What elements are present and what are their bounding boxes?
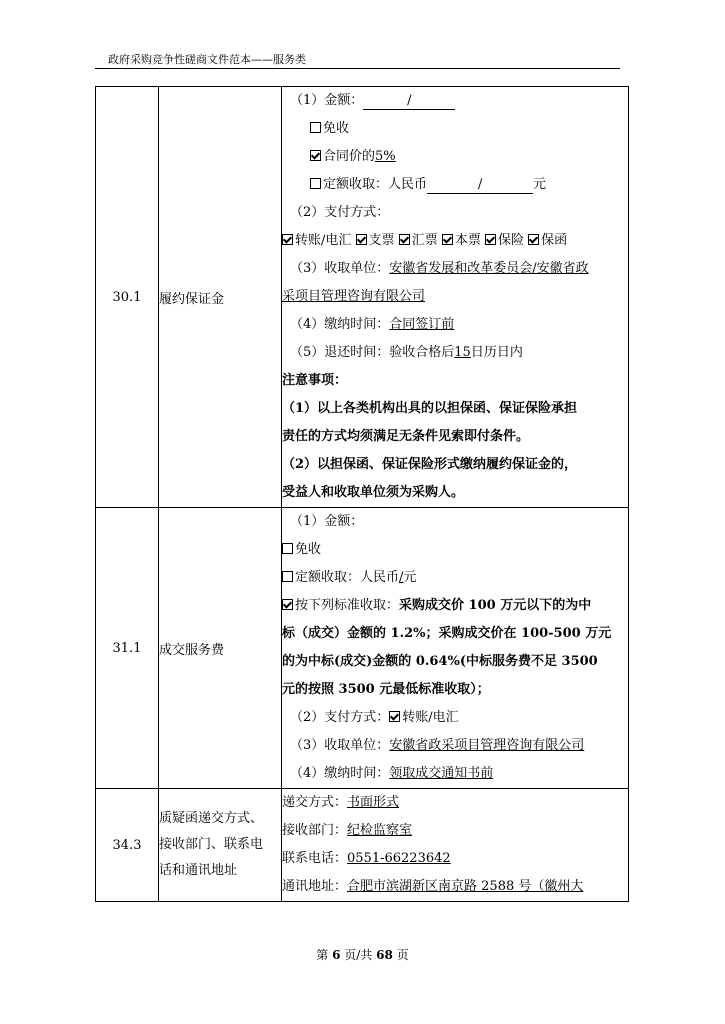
time-line (282, 760, 628, 788)
clause-item (159, 789, 282, 902)
option-exempt (282, 115, 628, 143)
receiver-label: （3）收取单位： (290, 261, 390, 276)
refund-days: 15 (454, 345, 471, 360)
option-label: 免收 (295, 542, 322, 557)
submit-label: 递交方式： (282, 795, 348, 810)
page-header: 政府采购竞争性磋商文件范本——服务类 (108, 53, 306, 66)
amount-line: （1）金额： (290, 514, 364, 529)
pay-method-transfer: 转账/电汇 (402, 710, 459, 725)
clause-item: 履约保证金 (159, 87, 282, 508)
page-number: 6 (332, 948, 341, 962)
option-label: 定额收取：人民币 (295, 570, 400, 585)
address-label: 通讯地址： (282, 879, 348, 894)
clause-content (282, 508, 629, 789)
unit-label: 元 (533, 177, 547, 192)
receiver-line (282, 732, 628, 760)
refund-line (282, 339, 628, 367)
pay-label: （2）支付方式： (290, 710, 390, 725)
notice-2-cont: 受益人和收取单位须为采购人。 (282, 485, 465, 500)
unit-label: 元 (403, 570, 417, 585)
checkbox-checked-icon (282, 599, 293, 610)
footer-suffix: 页 (396, 948, 409, 962)
receiver-label: （3）收取单位： (290, 738, 390, 753)
checkbox-checked-icon (528, 234, 539, 245)
checkbox-unchecked-icon (310, 122, 321, 133)
address-line (282, 873, 628, 901)
receiver-value-cont: 采项目管理咨询有限公司 (282, 289, 426, 304)
page-footer (0, 946, 725, 963)
amount-label: （1）金额： (290, 93, 364, 108)
checkbox-checked-icon (485, 234, 496, 245)
table-row (96, 508, 629, 789)
table-row (96, 87, 629, 508)
time-line (282, 311, 628, 339)
pay-method-check: 支票 (368, 233, 395, 248)
time-value: 合同签订前 (389, 317, 455, 332)
pay-methods-line (282, 227, 628, 255)
clause-item: 成交服务费 (159, 508, 282, 789)
refund-label: （5）退还时间：验收合格后 (290, 345, 455, 360)
option-label: 免收 (323, 121, 350, 136)
address-value: 合肥市滨湖新区南京路 2588 号（徽州大 (347, 879, 584, 894)
standard-text-3: 的为中标(成交)金额的 0.64%(中标服务费不足 3500 (282, 654, 598, 669)
pay-method-insurance: 保险 (498, 233, 525, 248)
checkbox-unchecked-icon (282, 543, 293, 554)
checkbox-checked-icon (389, 711, 400, 722)
notice-1: （1）以上各类机构出具的以担保函、保证保险承担 (282, 401, 578, 416)
pay-method-guarantee: 保函 (541, 233, 568, 248)
checkbox-unchecked-icon (282, 571, 293, 582)
dept-line (282, 817, 628, 845)
option-standard (282, 592, 628, 620)
phone-label: 联系电话： (282, 851, 348, 866)
contract-percent: 5% (375, 149, 396, 164)
dept-value: 纪检监察室 (347, 823, 413, 838)
fixed-amount: / (427, 177, 533, 194)
standard-text: 采购成交价 100 万元以下的为中 (399, 598, 592, 613)
clause-number: 30.1 (96, 87, 159, 508)
footer-prefix: 第 (316, 948, 329, 962)
option-label: 定额收取：人民币 (323, 177, 428, 192)
notice-1-cont: 责任的方式均须满足无条件见索即付条件。 (282, 429, 530, 444)
clause-item-line: 话和通讯地址 (159, 863, 238, 878)
pay-line (282, 704, 628, 732)
checkbox-checked-icon (399, 234, 410, 245)
amount-line (282, 87, 628, 115)
receiver-value: 安徽省发展和改革委员会/安徽省政 (389, 261, 589, 276)
checkbox-checked-icon (310, 150, 321, 161)
clause-content (282, 87, 629, 508)
refund-suffix: 日历日内 (470, 345, 523, 360)
notice-2: （2）以担保函、保证保险形式缴纳履约保证金的， (282, 457, 578, 472)
phone-line (282, 845, 628, 873)
header-rule (95, 68, 620, 69)
checkbox-checked-icon (442, 234, 453, 245)
footer-middle: 页/共 (344, 948, 373, 962)
submit-line (282, 789, 628, 817)
time-value: 领取成交通知书前 (389, 766, 494, 781)
option-label: 按下列标准收取： (295, 598, 400, 613)
option-fixed (282, 564, 628, 592)
notice-title: 注意事项： (282, 373, 348, 388)
pay-method-transfer: 转账/电汇 (295, 233, 352, 248)
pay-label-line: （2）支付方式： (290, 205, 390, 220)
pay-method-draft: 汇票 (411, 233, 438, 248)
receiver-line-2 (282, 283, 628, 311)
total-pages: 68 (376, 948, 393, 962)
receiver-line (282, 255, 628, 283)
time-label: （4）缴纳时间： (290, 766, 390, 781)
submit-value: 书面形式 (347, 795, 400, 810)
clause-number: 31.1 (96, 508, 159, 789)
checkbox-unchecked-icon (310, 178, 321, 189)
phone-value: 0551-66223642 (347, 851, 451, 866)
table-row (96, 789, 629, 902)
dept-label: 接收部门： (282, 823, 348, 838)
clause-item-line: 质疑函递交方式、 (159, 811, 264, 826)
clause-content (282, 789, 629, 902)
option-fixed (282, 171, 628, 199)
standard-text-4: 元的按照 3500 元最低标准收取）； (282, 682, 490, 697)
time-label: （4）缴纳时间： (290, 317, 390, 332)
standard-text-2: 标（成交）金额的 1.2%；采购成交价在 100-500 万元 (282, 626, 612, 641)
option-exempt (282, 536, 628, 564)
clause-item-line: 接收部门、联系电 (159, 837, 264, 852)
clause-table (95, 86, 629, 902)
checkbox-checked-icon (282, 234, 293, 245)
pay-method-cashier: 本票 (454, 233, 481, 248)
amount-value: / (363, 93, 455, 110)
clause-number: 34.3 (96, 789, 159, 902)
receiver-value: 安徽省政采项目管理咨询有限公司 (389, 738, 585, 753)
option-label: 合同价的 (323, 149, 376, 164)
option-contract-price (282, 143, 628, 171)
checkbox-checked-icon (356, 234, 367, 245)
fixed-amount: / (399, 570, 404, 585)
